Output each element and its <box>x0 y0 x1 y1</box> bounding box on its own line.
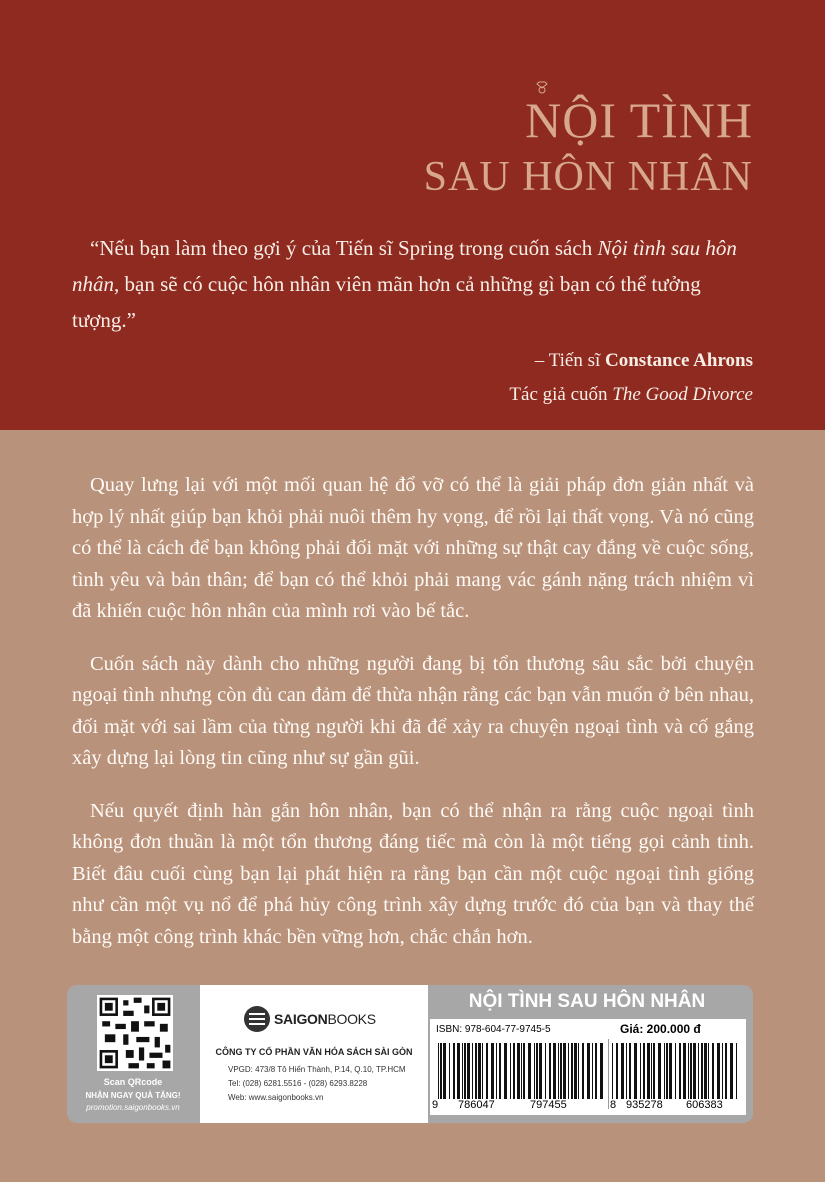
company-name: CÔNG TY CỔ PHẦN VĂN HÓA SÁCH SÀI GÒN <box>215 1047 413 1057</box>
phone: Tel: (028) 6281.5516 - (028) 6293.8228 <box>228 1079 368 1088</box>
qr-section <box>67 985 199 1123</box>
publisher-logo <box>244 1005 376 1033</box>
qr-caption-3[interactable]: promotion.saigonbooks.vn <box>86 1103 180 1112</box>
price: Giá: 200.000 đ <box>620 1022 701 1036</box>
logo-text-part-2: BOOKS <box>327 1011 376 1027</box>
website[interactable]: Web: www.saigonbooks.vn <box>228 1093 324 1102</box>
qr-caption-2: NHẬN NGAY QUÀ TẶNG! <box>85 1091 181 1100</box>
attrib-line-2 <box>509 378 753 412</box>
title-line-1: NỘI TÌNH <box>525 92 753 148</box>
title-line-2: SAU HÔN NHÂN <box>423 154 753 200</box>
qr-code-icon[interactable] <box>97 995 173 1071</box>
top-band <box>0 0 825 430</box>
address: VPGD: 473/8 Tô Hiến Thành, P.14, Q.10, TP.HCM <box>228 1065 406 1074</box>
blurb-paragraph-2: Cuốn sách này dành cho những người đang bị tổn thương sâu sắc bởi chuyện ngoại tình nhưng còn đủ can đảm để thừa nhận rằng các bạn vẫn muốn ở bên nhau, đối mặt với sai lầm của từng người khi đã để xảy ra chuyện ngoại tình và cố gắng xây dựng lại lòng tin cũng như sự gần gũi. <box>72 652 754 769</box>
barcode2-digits-right: 606383 <box>686 1099 723 1111</box>
barcode2-digit-prefix: 8 <box>610 1099 617 1111</box>
footer-book-title: NỘI TÌNH SAU HÔN NHÂN <box>468 991 706 1012</box>
qr-caption-1: Scan QRcode <box>103 1077 163 1087</box>
attrib-prefix: – Tiến sĩ <box>534 350 606 371</box>
ean-barcode-icon <box>610 1043 742 1099</box>
attrib-line-1 <box>509 344 753 378</box>
publisher-contact <box>228 1063 406 1105</box>
quote-start: “Nếu bạn làm theo gợi ý của Tiến sĩ Spring trong cuốn sách <box>90 236 598 260</box>
logo-text <box>274 1011 376 1027</box>
attrib-book: The Good Divorce <box>612 384 753 405</box>
isbn-section <box>428 985 753 1123</box>
barcode1-digits-right: 797455 <box>530 1099 567 1111</box>
footer-bar <box>67 985 753 1123</box>
blurb-text <box>72 470 754 974</box>
barcode1-digits-left: 786047 <box>458 1099 495 1111</box>
quote-end: , bạn sẽ có cuộc hôn nhân viên mãn hơn cả những gì bạn có thể tưởng tượng.” <box>72 272 701 332</box>
barcode-panel <box>430 1019 746 1115</box>
endorsement-quote <box>72 230 754 338</box>
saigonbooks-logo-icon <box>244 1006 270 1032</box>
publisher-section <box>200 985 428 1123</box>
blurb-paragraph-3: Nếu quyết định hàn gắn hôn nhân, bạn có thể nhận ra rằng cuộc ngoại tình không đơn thuần là một tổn thương đáng tiếc mà còn là một tiếng gọi cảnh tỉnh. Biết đâu cuối cùng bạn lại phát hiện ra rằng bạn cần một cuộc ngoại tình giống như cần một vụ nổ để phá hủy công trình xây dựng trước đó của bạn và thay thế bằng một công trình khác bền vững hơn, chắc chắn hơn. <box>72 799 754 948</box>
blurb-paragraph-1: Quay lưng lại với một mối quan hệ đổ vỡ có thể là giải pháp đơn giản nhất và hợp lý nhất giúp bạn khỏi phải nuôi thêm hy vọng, để rồi lại thất vọng. Và nó cũng có thể là cách để bạn không phải đối mặt với những sự thật cay đắng về cuộc sống, tình yêu và bản thân; để bạn có thể khỏi phải mang vác gánh nặng trách nhiệm vì đã khiến cuộc hôn nhân của mình rơi vào bế tắc. <box>72 474 754 622</box>
isbn-number: ISBN: 978-604-77-9745-5 <box>436 1024 551 1035</box>
book-title <box>424 92 753 202</box>
attrib-line2-prefix: Tác giả cuốn <box>509 384 613 405</box>
isbn-barcode-icon <box>436 1043 604 1099</box>
quote-book-title: Nội tình sau hôn nhân <box>72 236 737 296</box>
barcode2-digits-left: 935278 <box>626 1099 663 1111</box>
barcode-divider <box>608 1039 609 1109</box>
attrib-name: Constance Ahrons <box>605 350 753 371</box>
barcode1-digit-prefix: 9 <box>432 1099 439 1111</box>
quote-attribution <box>509 344 753 412</box>
logo-text-part-1: SAIGON <box>274 1011 328 1027</box>
